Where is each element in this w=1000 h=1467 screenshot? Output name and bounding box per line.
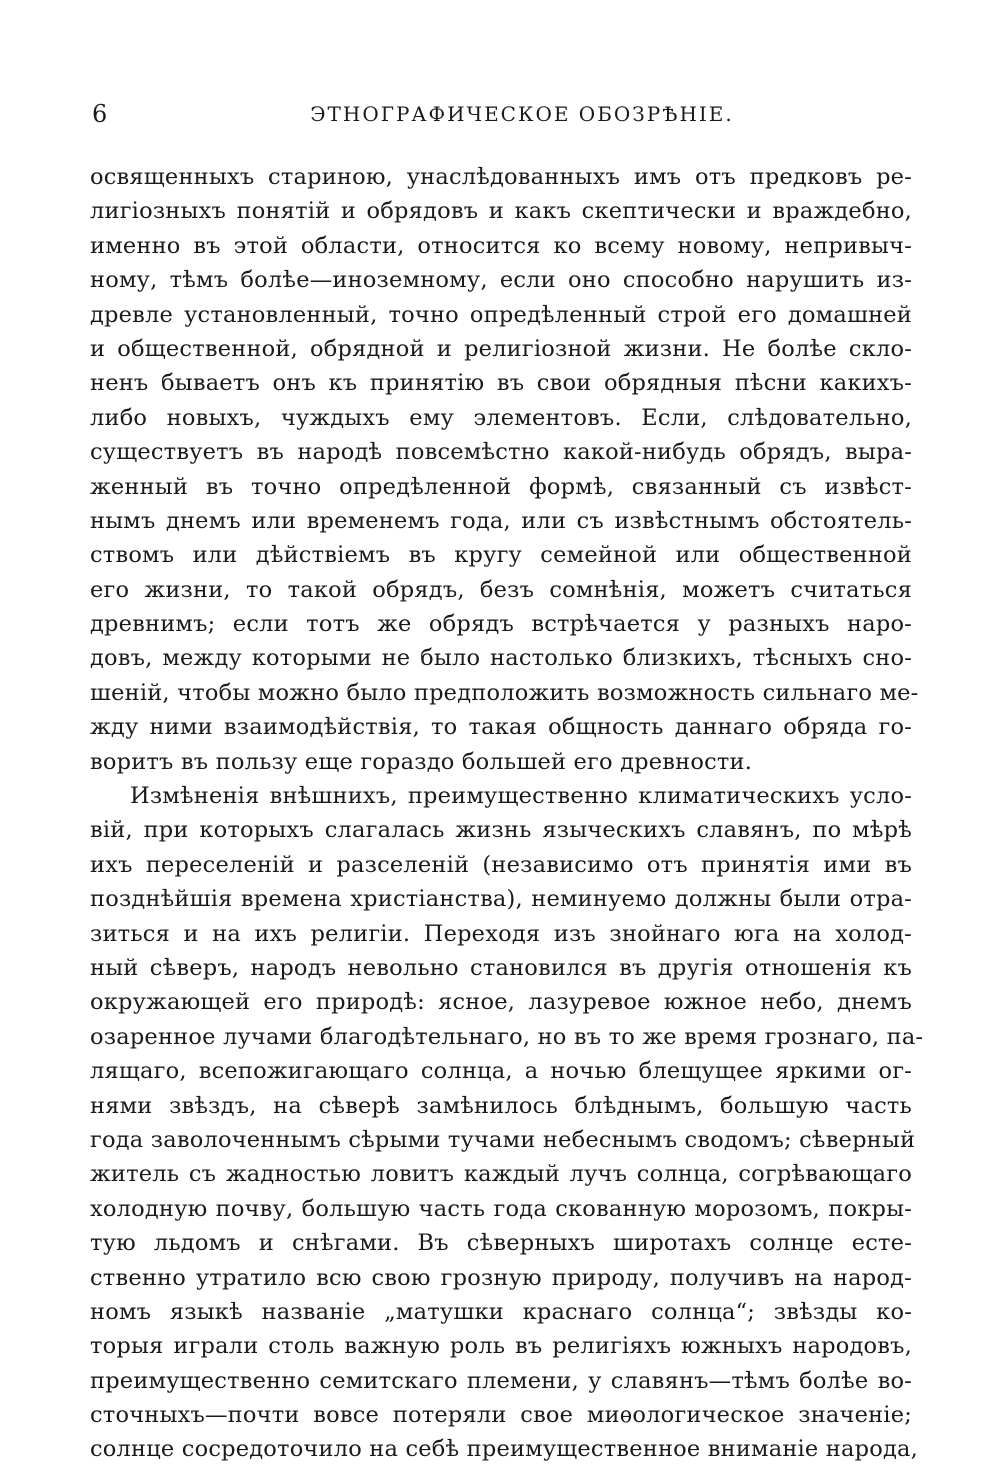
text-line: ственно утратило всю свою грозную природу, получивъ на народ- <box>90 1264 912 1291</box>
text-line: преимущественно семитскаго племени, у славянъ—тѣмъ болѣе во- <box>90 1367 912 1394</box>
text-line: озаренное лучами благодѣтельнаго, но въ то же время грознаго, па- <box>90 1023 924 1050</box>
text-line: освященныхъ стариною, унаслѣдованныхъ имъ отъ предковъ ре- <box>90 164 912 190</box>
text-line: либо новыхъ, чуждыхъ ему элементовъ. Если, слѣдовательно, <box>90 404 912 431</box>
text-line: лигіозныхъ понятій и обрядовъ и какъ скептически и враждебно, <box>90 198 912 225</box>
text-line: зиться и на ихъ религіи. Переходя изъ знойнаго юга на холод- <box>90 920 912 947</box>
text-line: нями звѣздъ, на сѣверѣ замѣнилось блѣднымъ, большую часть <box>90 1092 912 1119</box>
running-title: ЭТНОГРАФИЧЕСКОЕ ОБОЗРѢНІЕ. <box>310 102 734 126</box>
page-number: 6 <box>92 100 108 128</box>
text-line: солнце сосредоточило на себѣ преимущественное вниманіе народа, <box>90 1436 918 1463</box>
text-line: позднѣйшія времена христіанства), неминуемо должны были отра- <box>90 886 912 913</box>
text-line: ному, тѣмъ болѣе—иноземному, если оно способно нарушить из- <box>90 267 912 294</box>
body-text <box>90 160 924 1467</box>
paragraph-2 <box>90 779 924 1467</box>
text-line: Измѣненія внѣшнихъ, преимущественно климатическихъ усло- <box>130 783 912 810</box>
text-line: древле установленный, точно опредѣленный строй его домашней <box>90 301 912 328</box>
text-line: окружающей его природѣ: ясное, лазуревое южное небо, днемъ <box>90 989 912 1016</box>
text-line: его жизни, то такой обрядъ, безъ сомнѣнія, можетъ считаться <box>90 576 912 603</box>
text-line: существуетъ въ народѣ повсемѣстно какой-нибудь обрядъ, выра- <box>90 439 912 466</box>
text-line: сточныхъ—почти вовсе потеряли свое миѳологическое значеніе; <box>90 1402 912 1429</box>
text-line: торыя играли столь важную роль въ религіяхъ южныхъ народовъ, <box>90 1333 912 1360</box>
text-line: нымъ днемъ или временемъ года, или съ извѣстнымъ обстоятель- <box>90 507 912 534</box>
text-line: воритъ въ пользу еще гораздо большей его древности. <box>90 748 753 775</box>
text-line: шеній, чтобы можно было предположить возможность сильнаго ме- <box>90 679 919 706</box>
text-line: вій, при которыхъ слагалась жизнь языческихъ славянъ, по мѣрѣ <box>90 817 912 844</box>
text-line: довъ, между которыми не было настолько близкихъ, тѣсныхъ сно- <box>90 645 912 672</box>
text-line: холодную почву, большую часть года скованную морозомъ, покры- <box>90 1195 912 1222</box>
text-line: ненъ бываетъ онъ къ принятію въ свои обрядныя пѣсни какихъ- <box>90 370 912 397</box>
text-line: тую льдомъ и снѣгами. Въ сѣверныхъ широтахъ солнце есте- <box>90 1230 912 1257</box>
text-line: житель съ жадностью ловитъ каждый лучъ солнца, согрѣвающаго <box>90 1161 912 1188</box>
text-line: ихъ переселеній и разселеній (независимо отъ принятія ими въ <box>90 851 912 878</box>
text-line: именно въ этой области, относится ко всему новому, непривыч- <box>90 232 912 259</box>
text-line: женный въ точно опредѣленной формѣ, связанный съ извѣст- <box>90 473 912 500</box>
text-line: и общественной, обрядной и религіозной жизни. Не болѣе скло- <box>90 335 912 362</box>
paragraph-1 <box>90 160 919 779</box>
page-header <box>92 100 912 132</box>
text-line: ный сѣверъ, народъ невольно становился въ другія отношенія къ <box>90 954 912 981</box>
text-line: года заволоченнымъ сѣрыми тучами небеснымъ сводомъ; сѣверный <box>90 1126 916 1153</box>
text-line: древнимъ; если тотъ же обрядъ встрѣчается у разныхъ наро- <box>90 611 912 638</box>
text-line: лящаго, всепожигающаго солнца, а ночью блещущее яркими ог- <box>90 1058 912 1085</box>
text-line: ствомъ или дѣйствіемъ въ кругу семейной или общественной <box>90 542 912 569</box>
text-line: номъ языкѣ названіе „матушки краснаго солнца“; звѣзды ко- <box>90 1298 912 1325</box>
text-line: жду ними взаимодѣйствія, то такая общность даннаго обряда го- <box>90 714 912 741</box>
